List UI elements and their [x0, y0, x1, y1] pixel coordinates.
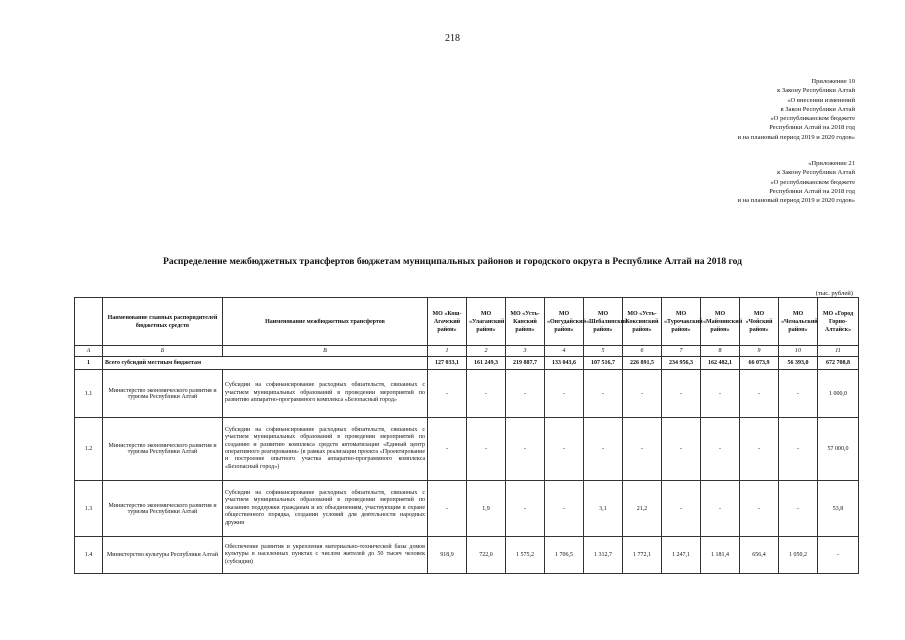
- index-cell: 5: [584, 346, 623, 357]
- value-cell: -: [545, 481, 584, 537]
- index-cell: В: [223, 346, 428, 357]
- value-cell: 161 249,3: [467, 357, 506, 370]
- header-cell: Наименование главных распорядителей бюджетных средств: [103, 298, 223, 346]
- value-cell: -: [584, 418, 623, 481]
- index-cell: 9: [740, 346, 779, 357]
- value-cell: -: [467, 370, 506, 418]
- row-number: 1.4: [75, 537, 103, 574]
- table-row: [75, 481, 859, 537]
- value-cell: 672 708,8: [818, 357, 859, 370]
- value-cell: 127 033,1: [428, 357, 467, 370]
- row-description: Субсидии на софинансирование расходных обязательств, связанных с участием муниципальных образований в проведении мероприятий по развитию аппаратно-программного комплекса «Безопасный город»: [223, 370, 428, 418]
- appendix-old-line: и на плановый период 2019 и 2020 годов»: [737, 197, 855, 205]
- header-cell: Наименование межбюджетных трансфертов: [223, 298, 428, 346]
- row-description: Субсидии на софинансирование расходных обязательств, связанных с участием муниципальных образований в проведении мероприятий по оказанию поддержки гражданам и их объединениям, участвующим в охране общественного порядка, создании условий для деятельности народных дружин: [223, 481, 428, 537]
- row-number: 1: [75, 357, 103, 370]
- header-cell: МО «Чемальский район»: [779, 298, 818, 346]
- index-cell: 2: [467, 346, 506, 357]
- value-cell: 1 772,1: [623, 537, 662, 574]
- row-number: 1.3: [75, 481, 103, 537]
- value-cell: 918,9: [428, 537, 467, 574]
- value-cell: -: [506, 418, 545, 481]
- appendix-old-line: «О республиканском бюджете: [770, 178, 855, 186]
- value-cell: 1 050,2: [779, 537, 818, 574]
- value-cell: 107 516,7: [584, 357, 623, 370]
- value-cell: -: [623, 370, 662, 418]
- value-cell: -: [701, 370, 740, 418]
- index-cell: 11: [818, 346, 859, 357]
- row-description: Субсидии на софинансирование расходных обязательств, связанных с участием муниципальных образований в проведении мероприятий по созданию и развитию комплекса средств автоматизации «Единый центр оперативного реагирования» (в рамках реализации проекта «Проектирование и построение опытного участка аппаратно-программного комплекса «Безопасный город»): [223, 418, 428, 481]
- appendix-new-header: [737, 77, 855, 142]
- row-number: 1.2: [75, 418, 103, 481]
- value-cell: 1 181,4: [701, 537, 740, 574]
- value-cell: -: [584, 370, 623, 418]
- header-cell: МО «Усть-Коксинский район»: [623, 298, 662, 346]
- total-label: Всего субсидий местным бюджетам: [103, 357, 428, 370]
- value-cell: 1,9: [467, 481, 506, 537]
- row-description: Обеспечение развития и укрепления материально-технической базы домов культуры в населенных пунктах с числом жителей до 50 тысяч человек (субсидии): [223, 537, 428, 574]
- header-cell: [75, 298, 103, 346]
- value-cell: -: [662, 418, 701, 481]
- appendix-old-line: «Приложение 21: [808, 160, 855, 167]
- row-organization: Министерство экономического развития и туризма Республики Алтай: [103, 370, 223, 418]
- value-cell: 226 891,5: [623, 357, 662, 370]
- value-cell: -: [545, 370, 584, 418]
- table-row: [75, 418, 859, 481]
- value-cell: -: [428, 481, 467, 537]
- table-row: [75, 537, 859, 574]
- value-cell: -: [467, 418, 506, 481]
- row-organization: Министерство экономического развития и туризма Республики Алтай: [103, 481, 223, 537]
- value-cell: -: [818, 537, 859, 574]
- index-cell: 1: [428, 346, 467, 357]
- value-cell: 66 073,9: [740, 357, 779, 370]
- index-cell: А: [75, 346, 103, 357]
- row-number: 1.1: [75, 370, 103, 418]
- header-cell: МО «Город Горно-Алтайск»: [818, 298, 859, 346]
- total-row: [75, 357, 859, 370]
- index-cell: 10: [779, 346, 818, 357]
- value-cell: -: [506, 370, 545, 418]
- value-cell: 219 887,7: [506, 357, 545, 370]
- header-cell: МО «Усть-Канский район»: [506, 298, 545, 346]
- value-cell: -: [506, 481, 545, 537]
- header-cell: МО «Турочакский район»: [662, 298, 701, 346]
- value-cell: -: [545, 418, 584, 481]
- value-cell: 57 000,0: [818, 418, 859, 481]
- document-title: Распределение межбюджетных трансфертов бюджетам муниципальных районов и городского округа в Республике Алтай на 2018 год: [162, 256, 743, 267]
- value-cell: 1 575,2: [506, 537, 545, 574]
- page-number: 218: [445, 33, 460, 44]
- value-cell: -: [779, 370, 818, 418]
- index-row: [75, 346, 859, 357]
- value-cell: 53,8: [818, 481, 859, 537]
- appendix-old-line: Республики Алтай на 2018 год: [769, 187, 855, 195]
- header-cell: МО «Майминский район»: [701, 298, 740, 346]
- value-cell: -: [740, 481, 779, 537]
- value-cell: -: [662, 370, 701, 418]
- appendix-new-line: в Закон Республики Алтай: [780, 105, 855, 113]
- appendix-new-line: и на плановый период 2019 и 2020 годов»: [737, 133, 855, 141]
- index-cell: 3: [506, 346, 545, 357]
- index-cell: 4: [545, 346, 584, 357]
- value-cell: -: [428, 418, 467, 481]
- header-cell: МО «Шебалинский район»: [584, 298, 623, 346]
- value-cell: 1 312,7: [584, 537, 623, 574]
- value-cell: 133 043,6: [545, 357, 584, 370]
- header-cell: МО «Кош-Агачский район»: [428, 298, 467, 346]
- appendix-new-line: Приложение 10: [811, 78, 855, 85]
- appendix-old-line: к Закону Республики Алтай: [777, 169, 855, 177]
- header-cell: МО «Онгудайский район»: [545, 298, 584, 346]
- row-organization: Министерство культуры Республики Алтай: [103, 537, 223, 574]
- index-cell: 7: [662, 346, 701, 357]
- value-cell: 234 956,3: [662, 357, 701, 370]
- value-cell: 1 000,0: [818, 370, 859, 418]
- appendix-new-line: к Закону Республики Алтай: [777, 87, 855, 95]
- value-cell: -: [662, 481, 701, 537]
- value-cell: -: [428, 370, 467, 418]
- value-cell: -: [623, 418, 662, 481]
- value-cell: 1 247,1: [662, 537, 701, 574]
- value-cell: -: [701, 418, 740, 481]
- value-cell: -: [779, 481, 818, 537]
- index-cell: 6: [623, 346, 662, 357]
- header-cell: МО «Улаганский район»: [467, 298, 506, 346]
- value-cell: -: [740, 370, 779, 418]
- value-cell: 722,0: [467, 537, 506, 574]
- appendix-new-line: «О внесении изменений: [787, 96, 855, 104]
- value-cell: 56 393,0: [779, 357, 818, 370]
- appendix-old-header: [737, 159, 855, 205]
- value-cell: -: [779, 418, 818, 481]
- header-cell: МО «Чойский район»: [740, 298, 779, 346]
- value-cell: 1 706,5: [545, 537, 584, 574]
- value-cell: 21,2: [623, 481, 662, 537]
- value-cell: 3,1: [584, 481, 623, 537]
- row-organization: Министерство экономического развития и туризма Республики Алтай: [103, 418, 223, 481]
- appendix-new-line: «О республиканском бюджете: [770, 115, 855, 123]
- table-header-row: [75, 298, 859, 346]
- appendix-new-line: Республики Алтай на 2018 год: [769, 124, 855, 132]
- index-cell: Б: [103, 346, 223, 357]
- transfers-table: [74, 297, 859, 574]
- value-cell: -: [740, 418, 779, 481]
- value-cell: 162 482,1: [701, 357, 740, 370]
- table-row: [75, 370, 859, 418]
- value-cell: -: [701, 481, 740, 537]
- units-label: (тыс. рублей): [815, 290, 853, 297]
- value-cell: 656,4: [740, 537, 779, 574]
- index-cell: 8: [701, 346, 740, 357]
